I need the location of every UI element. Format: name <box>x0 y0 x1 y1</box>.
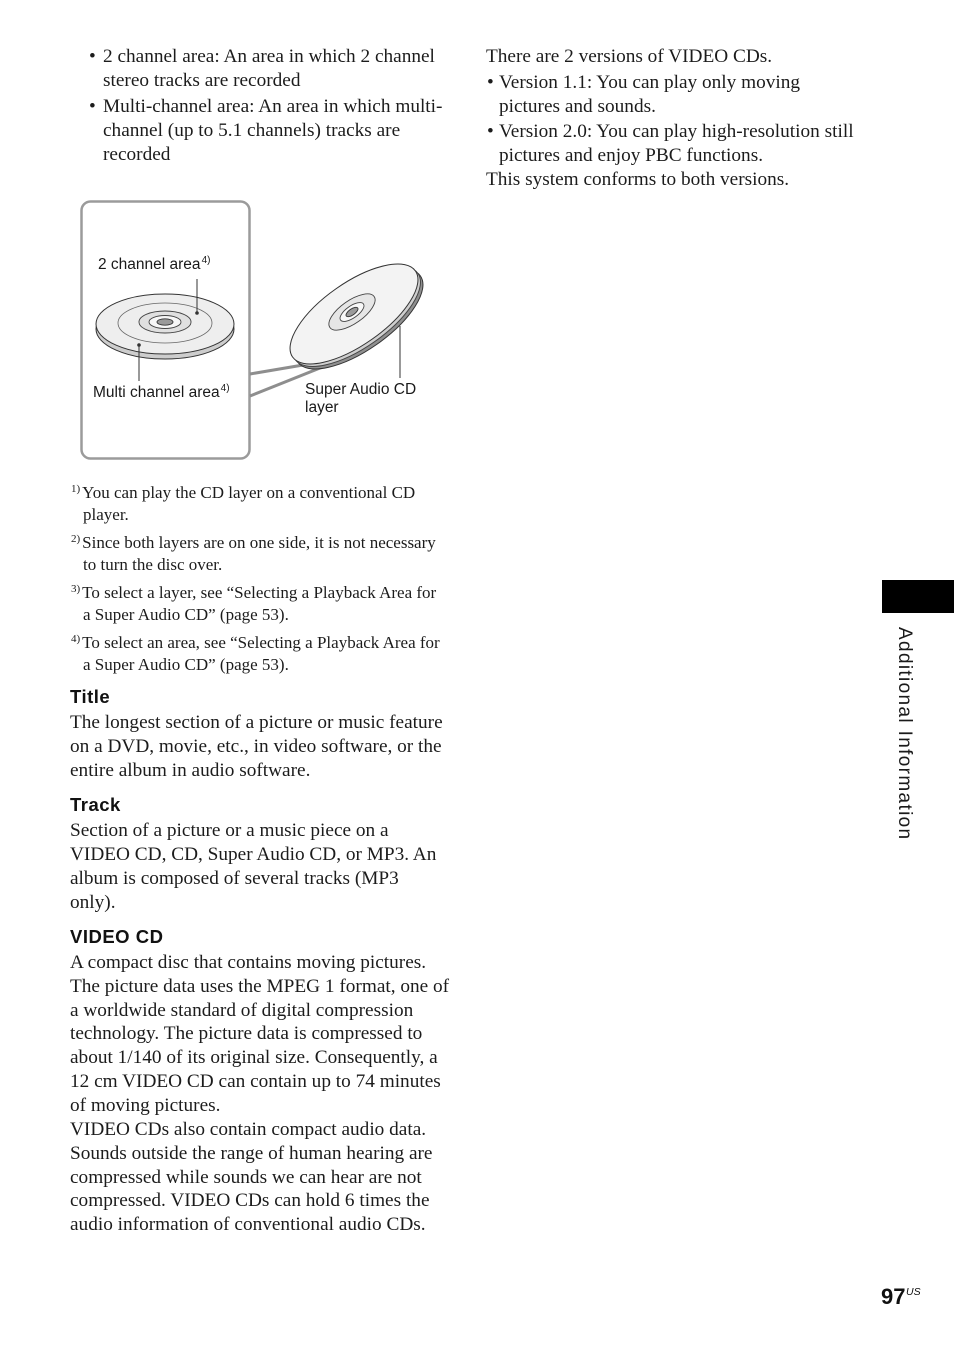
versions-conformance: This system conforms to both versions. <box>486 169 790 190</box>
versions-intro: There are 2 versions of VIDEO CDs. <box>486 46 773 67</box>
page-region-code: US <box>906 1286 921 1298</box>
multi-channel-area-footnote-ref: 4) <box>220 383 230 394</box>
term-video-cd-definition-1: A compact disc that contains moving pictures. <box>70 951 427 973</box>
multi-channel-leader-dot <box>137 343 141 347</box>
bullet-marker: • <box>89 96 96 117</box>
page-number: 97 <box>881 1284 906 1309</box>
footnote-text: You can play the CD layer on a conventional CD player. <box>82 483 416 524</box>
section-tab-label: Additional Information <box>894 627 915 841</box>
bullet-version-1-1 <box>486 71 854 119</box>
term-video-cd-definition-3: VIDEO CDs also contain compact audio data. Sounds outside the range of human hearing are compressed while sounds we can hear are not compressed. VIDEO CDs can hold 6 times the audio information of conventional audio CDs. <box>70 1118 433 1236</box>
two-channel-area-footnote-ref: 4) <box>201 255 211 266</box>
glossary <box>70 685 449 1237</box>
bullet-marker: • <box>487 72 494 93</box>
footnote-4 <box>71 632 440 676</box>
term-title-definition: The longest section of a picture or music feature on a DVD, movie, etc., in video software, or the entire album in audio software. <box>70 712 443 781</box>
multi-channel-area-label <box>93 384 230 404</box>
zoom-line-upper <box>250 364 309 374</box>
section-tab-marker <box>882 580 954 613</box>
term-track-definition: Section of a picture or a music piece on a VIDEO CD, CD, Super Audio CD, or MP3. An album is composed of several tracks (MP3 only). <box>70 820 437 913</box>
two-channel-area-label-text: 2 channel area <box>98 256 201 273</box>
flat-disc-hole <box>157 319 173 325</box>
two-channel-leader-dot <box>195 311 199 315</box>
term-title-heading: Title <box>70 686 111 707</box>
channel-area-list <box>89 45 442 167</box>
term-video-cd-heading: VIDEO CD <box>70 925 164 947</box>
footnote-marker: 2) <box>71 533 81 545</box>
video-cd-versions <box>486 45 854 192</box>
bullet-text: 2 channel area: An area in which 2 channel stereo tracks are recorded <box>103 46 435 91</box>
disc-diagram <box>0 190 440 470</box>
footnotes <box>71 482 440 682</box>
bullet-multi-channel-area <box>89 95 442 167</box>
footnote-text: Since both layers are on one side, it is not necessary to turn the disc over. <box>82 533 436 574</box>
footnote-2 <box>71 532 440 576</box>
footnote-3 <box>71 582 440 626</box>
bullet-text: Version 2.0: You can play high-resolution still pictures and enjoy PBC functions. <box>499 121 854 166</box>
term-track-heading: Track <box>70 794 121 816</box>
multi-channel-area-label-text: Multi channel area <box>93 384 220 401</box>
term-video-cd-definition-2: The picture data uses the MPEG 1 format, one of a worldwide standard of digital compression technology. The picture data is compressed to about 1/140 of its original size. Consequently, a 12 cm VIDEO CD can contain up to 74 minutes of moving pictures. <box>70 975 450 1116</box>
bullet-version-2-0 <box>486 120 854 168</box>
footnote-text: To select a layer, see “Selecting a Playback Area for a Super Audio CD” (page 53). <box>82 583 437 624</box>
bullet-marker: • <box>89 46 96 67</box>
footnote-marker: 3) <box>71 583 81 595</box>
footnote-marker: 4) <box>71 633 81 645</box>
bullet-two-channel-area <box>89 45 442 93</box>
flat-disc-illustration <box>96 294 234 359</box>
sacd-layer-label: Super Audio CD layer <box>305 381 417 416</box>
footnote-marker: 1) <box>71 483 81 495</box>
bullet-text: Multi-channel area: An area in which multi- channel (up to 5.1 channels) tracks are recorded <box>103 96 443 165</box>
footnote-text: To select an area, see “Selecting a Playback Area for a Super Audio CD” (page 53). <box>82 633 440 674</box>
bullet-marker: • <box>487 121 494 142</box>
bullet-text: Version 1.1: You can play only moving pictures and sounds. <box>499 72 800 117</box>
footnote-1 <box>71 482 440 526</box>
two-channel-area-label <box>98 256 210 276</box>
